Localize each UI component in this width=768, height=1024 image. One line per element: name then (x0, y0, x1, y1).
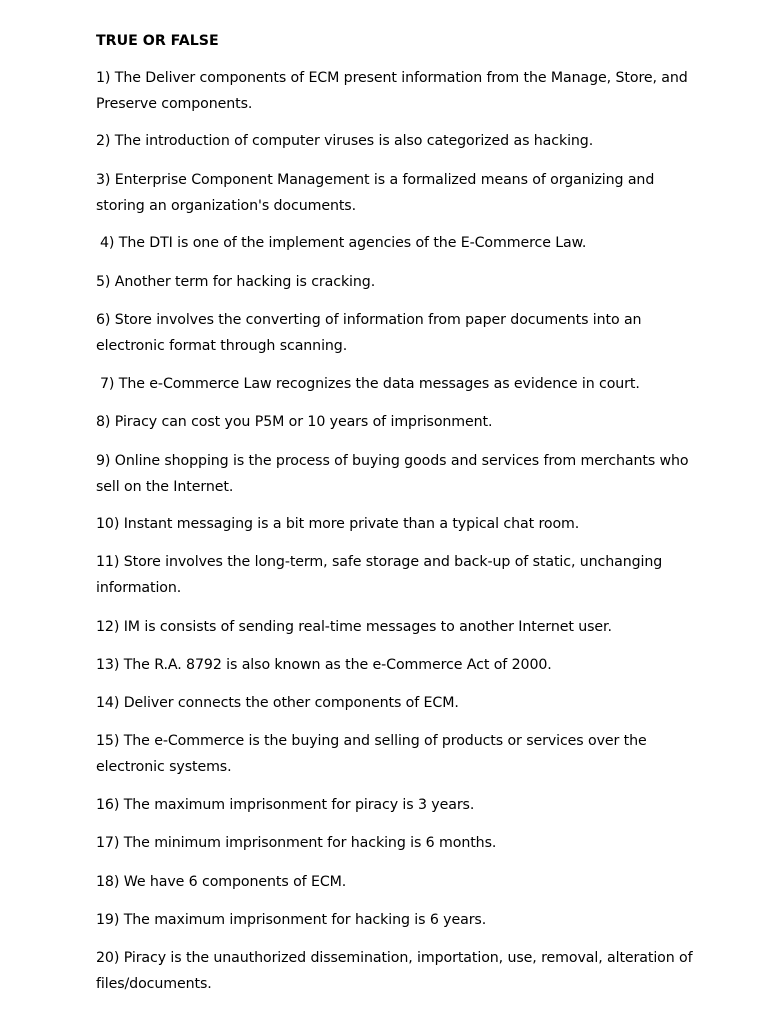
question-text: The R.A. 8792 is also known as the e-Commerce Act of 2000. (123, 657, 552, 673)
question-number: 10) (96, 516, 120, 532)
question-text: Instant messaging is a bit more private than a typical chat room. (123, 516, 580, 532)
question-12 (96, 615, 696, 641)
question-text: Piracy can cost you P5M or 10 years of imprisonment. (114, 414, 493, 430)
question-text: The maximum imprisonment for piracy is 3 years. (123, 797, 475, 813)
question-text: We have 6 components of ECM. (123, 874, 347, 890)
question-7 (96, 372, 700, 398)
question-5 (96, 270, 696, 296)
question-text: Enterprise Component Management is a formalized means of organizing and storing an organization's documents. (96, 172, 655, 214)
question-number: 9) (96, 453, 111, 469)
question-1 (96, 66, 696, 117)
question-19 (96, 908, 696, 934)
question-13 (96, 653, 696, 679)
question-11 (96, 550, 696, 601)
question-9 (96, 449, 696, 500)
question-number: 18) (96, 874, 120, 890)
question-4 (96, 231, 700, 257)
question-text: The DTI is one of the implement agencies of the E-Commerce Law. (118, 235, 587, 251)
question-15 (96, 729, 696, 780)
question-text: The introduction of computer viruses is also categorized as hacking. (114, 133, 594, 149)
question-number: 3) (96, 172, 111, 188)
question-number: 14) (96, 695, 120, 711)
document-title: TRUE OR FALSE (96, 33, 219, 49)
question-text: Deliver connects the other components of ECM. (123, 695, 459, 711)
question-10 (96, 512, 696, 538)
question-text: Online shopping is the process of buying goods and services from merchants who sell on the Internet. (96, 453, 689, 495)
question-number: 5) (96, 274, 111, 290)
question-text: The minimum imprisonment for hacking is 6 months. (123, 835, 497, 851)
question-number: 7) (100, 376, 115, 392)
question-number: 8) (96, 414, 111, 430)
question-17 (96, 831, 696, 857)
question-text: The e-Commerce Law recognizes the data messages as evidence in court. (118, 376, 640, 392)
question-text: Store involves the long-term, safe storage and back-up of static, unchanging information. (96, 554, 663, 596)
question-3 (96, 168, 696, 219)
question-16 (96, 793, 696, 819)
question-number: 13) (96, 657, 120, 673)
question-text: Another term for hacking is cracking. (114, 274, 376, 290)
question-number: 15) (96, 733, 120, 749)
question-number: 6) (96, 312, 111, 328)
question-number: 2) (96, 133, 111, 149)
question-text: Piracy is the unauthorized dissemination, importation, use, removal, alteration of files/documents. (96, 950, 693, 992)
question-number: 1) (96, 70, 111, 86)
question-number: 16) (96, 797, 120, 813)
question-8 (96, 410, 696, 436)
question-6 (96, 308, 696, 359)
question-number: 20) (96, 950, 120, 966)
question-18 (96, 870, 696, 896)
question-number: 19) (96, 912, 120, 928)
question-14 (96, 691, 696, 717)
question-20 (96, 946, 696, 997)
question-number: 17) (96, 835, 120, 851)
question-number: 12) (96, 619, 120, 635)
question-text: The maximum imprisonment for hacking is 6 years. (123, 912, 487, 928)
question-text: Store involves the converting of information from paper documents into an electronic format through scanning. (96, 312, 642, 354)
question-text: The e-Commerce is the buying and selling of products or services over the electronic systems. (96, 733, 647, 775)
question-number: 4) (100, 235, 115, 251)
question-2 (96, 129, 696, 155)
question-text: The Deliver components of ECM present information from the Manage, Store, and Preserve components. (96, 70, 688, 112)
question-text: IM is consists of sending real-time messages to another Internet user. (123, 619, 612, 635)
question-number: 11) (96, 554, 120, 570)
